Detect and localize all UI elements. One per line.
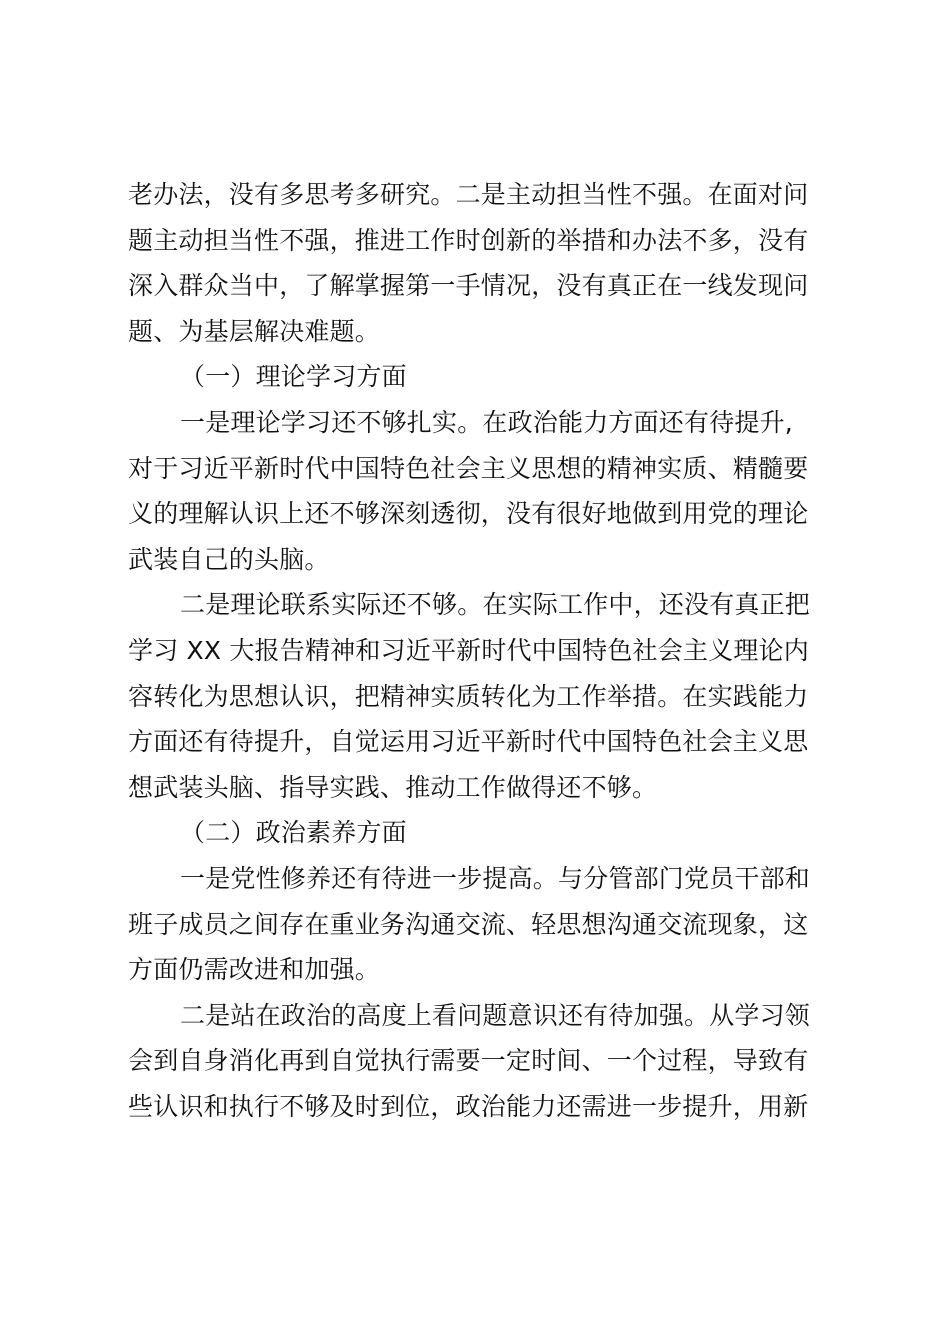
text-line: 题、为基层解决难题。	[128, 316, 381, 346]
text-line: 班子成员之间存在重业务沟通交流、轻思想沟通交流现象，这	[128, 909, 809, 939]
paragraph-first-line: 一是党性修养还有待进一步提高。与分管部门党员干部和	[180, 863, 811, 893]
text-line: 些认识和执行不够及时到位，政治能力还需进一步提升，用新	[128, 1091, 809, 1121]
paragraph-first-line: 一是理论学习还不够扎实。在政治能力方面还有待提升,	[180, 407, 793, 437]
paragraph-first-line: 二是站在政治的高度上看问题意识还有待加强。从学习领	[180, 1000, 811, 1030]
text-line: 对于习近平新时代中国特色社会主义思想的精神实质、精髓要	[128, 453, 809, 483]
text-line: 方面仍需改进和加强。	[128, 955, 381, 985]
document-body	[128, 172, 818, 1129]
text-line: 深入群众当中，了解掌握第一手情况，没有真正在一线发现问	[128, 271, 809, 301]
section-heading-politics: （二）政治素养方面	[180, 818, 407, 848]
text-line: 容转化为思想认识，把精神实质转化为工作举措。在实践能力	[128, 681, 809, 711]
section-heading-theory: （一）理论学习方面	[180, 362, 407, 392]
text-line: 方面还有待提升，自觉运用习近平新时代中国特色社会主义思	[128, 727, 809, 757]
text-line: 老办法，没有多思考多研究。二是主动担当性不强。在面对问	[128, 180, 809, 209]
text-line: 想武装头脑、指导实践、推动工作做得还不够。	[128, 772, 658, 802]
text-line: 义的理解认识上还不够深刻透彻，没有很好地做到用党的理论	[128, 499, 809, 529]
text-line: 学习 XX 大报告精神和习近平新时代中国特色社会主义理论内	[128, 635, 809, 665]
text-line: 武装自己的头脑。	[128, 544, 330, 574]
text-line: 题主动担当性不强，推进工作时创新的举措和办法不多，没有	[128, 225, 809, 255]
paragraph-first-line: 二是理论联系实际还不够。在实际工作中，还没有真正把	[180, 590, 811, 620]
text-line: 会到自身消化再到自觉执行需要一定时间、一个过程，导致有	[128, 1046, 809, 1076]
